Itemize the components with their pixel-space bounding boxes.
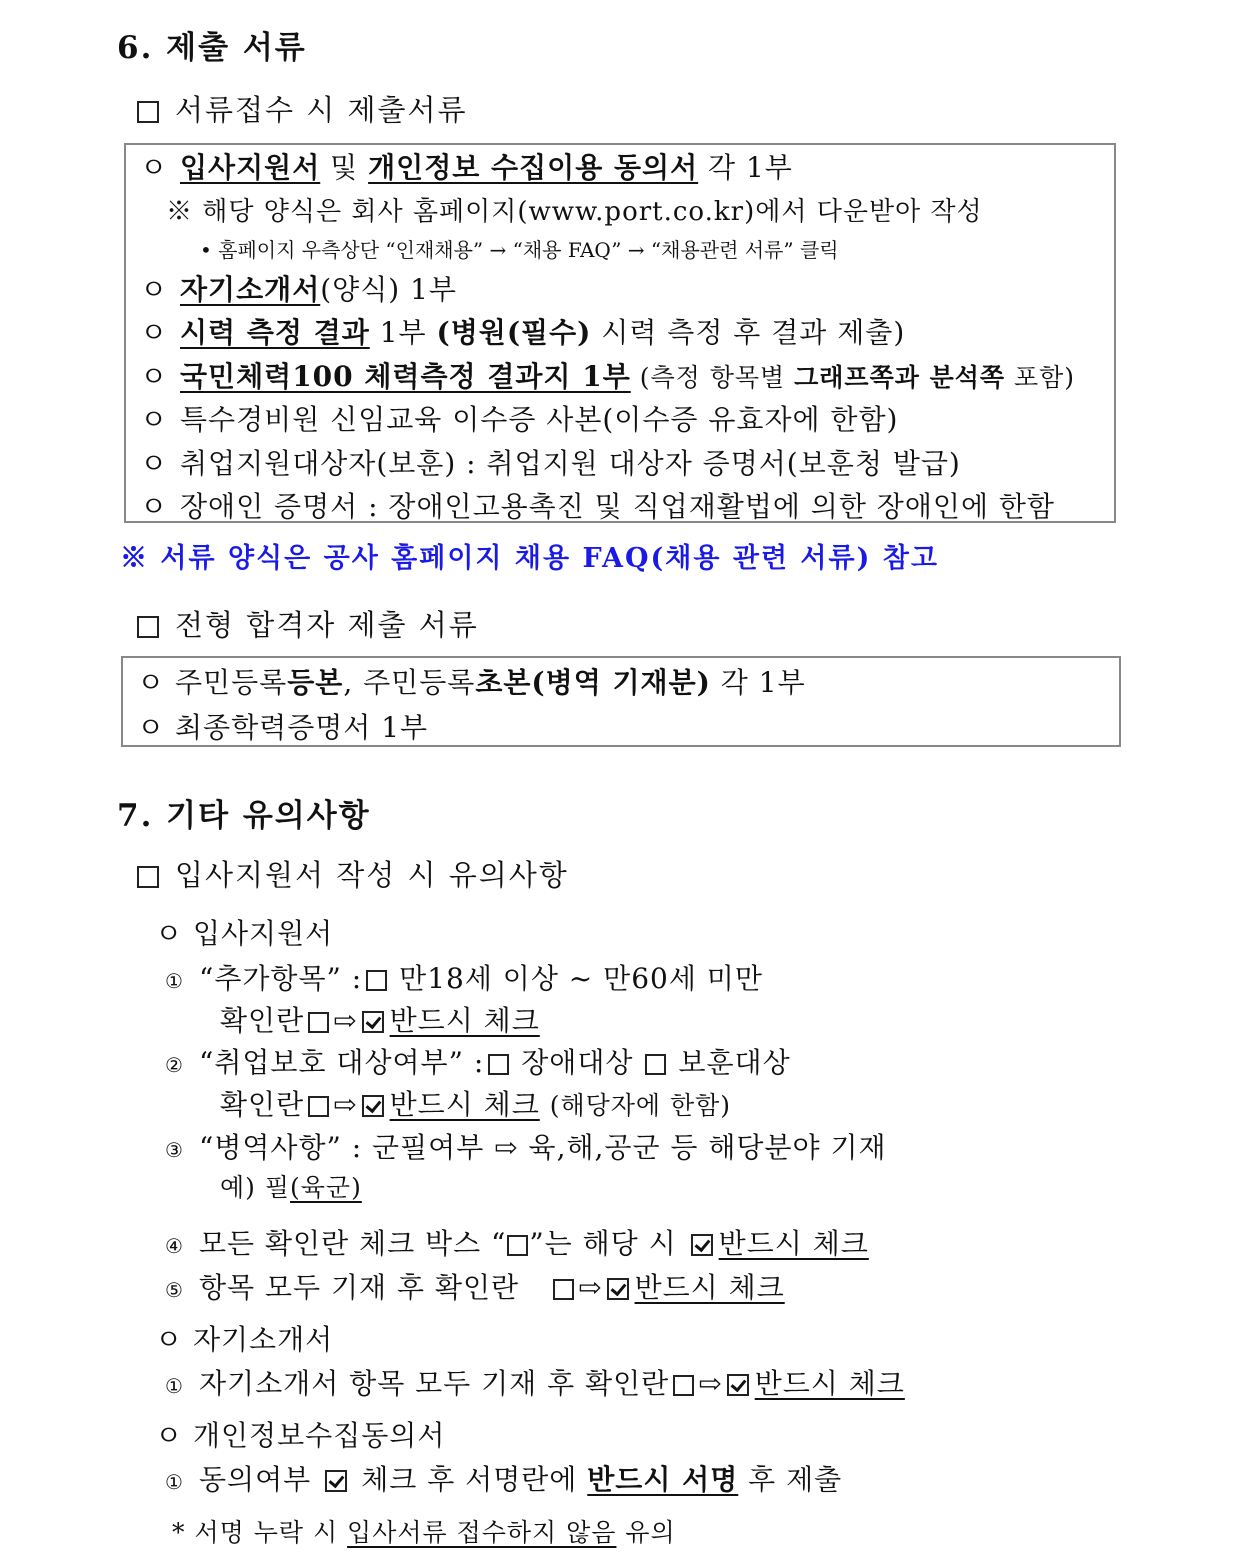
arrow-icon: ⇨ (698, 1367, 723, 1400)
text: 그래프쪽과 분석쪽 (794, 363, 1006, 392)
num: ② (165, 1053, 184, 1077)
text: 체크 후 서명란에 (361, 1463, 578, 1496)
privacy-consent: 개인정보 수집이용 동의서 (368, 151, 699, 184)
text: , 주민등록 (343, 666, 476, 699)
square-icon (488, 1054, 509, 1075)
square-icon (137, 101, 159, 123)
arrow-icon: ⇨ (494, 1131, 519, 1164)
num: ⑤ (165, 1278, 184, 1302)
bullet: ㅇ (140, 447, 169, 480)
text: 등본 (287, 666, 344, 699)
text: “추가항목” : (199, 962, 363, 995)
arrow-icon: ⇨ (333, 1088, 358, 1121)
text: 취업지원대상자(보훈) : 취업지원 대상자 증명서(보훈청 발급) (180, 447, 961, 480)
checked-box-icon (727, 1374, 749, 1396)
doc-item-5 (140, 398, 898, 438)
square-icon (507, 1235, 528, 1256)
bullet: ㅇ (140, 273, 169, 306)
self-intro-heading: ㅇ 자기소개서 (155, 1323, 334, 1356)
text: 반드시 체크 (718, 1227, 869, 1260)
text: “취업보호 대상여부” : (199, 1046, 485, 1079)
bullet: ㅇ (137, 711, 166, 744)
text: 예) 필 (220, 1173, 291, 1202)
text: 확인란 (220, 1088, 305, 1121)
square-icon (553, 1279, 574, 1300)
doc-item-1-subnote: • 홈페이지 우측상단 “인재채용” → “채용 FAQ” → “채용관련 서류” 클릭 (200, 238, 839, 262)
application-form: 입사지원서 (180, 151, 321, 184)
square-icon (673, 1375, 694, 1396)
text: 만18세 이상 ~ 만60세 미만 (399, 962, 763, 995)
section6-title: 6. 제출 서류 (117, 30, 307, 66)
fitness-result: 국민체력100 체력측정 결과지 1부 (180, 360, 631, 393)
checked-box-icon (362, 1011, 384, 1033)
signature-warning (172, 1513, 676, 1549)
intro-rule-1 (165, 1362, 905, 1402)
text: 육,해,공군 등 해당분야 기재 (528, 1131, 887, 1164)
doc-item-2 (140, 268, 457, 308)
text: 1부 (369, 316, 437, 349)
text: 초본(병역 기재분) (475, 666, 711, 699)
text: 특수경비원 신임교육 이수증 사본(이수증 유효자에 한함) (180, 403, 899, 436)
text: 반드시 체크 (389, 1088, 540, 1121)
num: ① (165, 1374, 184, 1398)
section6-group2-heading (137, 603, 479, 644)
text: 반드시 서명 (587, 1463, 739, 1496)
square-icon (308, 1012, 329, 1033)
num: ③ (165, 1138, 184, 1162)
group2-label: 전형 합격자 제출 서류 (175, 608, 479, 642)
text: 확인란 (220, 1004, 305, 1037)
doc-item-4 (140, 355, 1075, 395)
bullet: ㅇ (137, 666, 166, 699)
text: 장애인 증명서 : 장애인고용촉진 및 직업재활법에 의한 장애인에 한함 (180, 490, 1055, 523)
text: (양식) 1부 (320, 273, 457, 306)
text: 입사서류 접수하지 않음 (347, 1518, 617, 1547)
privacy-rule-1 (165, 1458, 842, 1498)
bullet: ㅇ (140, 316, 169, 349)
text: 각 1부 (698, 151, 793, 184)
vision-test: 시력 측정 결과 (180, 316, 370, 349)
arrow-icon: ⇨ (333, 1004, 358, 1037)
forms-reference-note: ※ 서류 양식은 공사 홈페이지 채용 FAQ(채용 관련 서류) 참고 (120, 543, 939, 574)
text: 항목 모두 기재 후 확인란 (199, 1271, 520, 1304)
doc-item-6 (140, 442, 961, 482)
final-doc-item-1 (137, 661, 806, 701)
text: 주민등록 (175, 666, 288, 699)
text: 시력 측정 후 결과 제출) (591, 316, 906, 349)
checked-box-icon (362, 1095, 384, 1117)
text: 자기소개서 항목 모두 기재 후 확인란 (199, 1367, 670, 1400)
square-icon (645, 1054, 666, 1075)
text: 보훈대상 (678, 1046, 791, 1079)
section6-group1-heading (137, 88, 468, 129)
text: 유의 (625, 1518, 676, 1547)
text: 반드시 체크 (754, 1367, 905, 1400)
app-rule-2b (220, 1083, 731, 1123)
section7-group1-heading (137, 853, 569, 894)
text: 후 제출 (748, 1463, 843, 1496)
text: 최종학력증명서 1부 (175, 711, 429, 744)
text: (육군) (290, 1173, 362, 1202)
num: ④ (165, 1234, 184, 1258)
text: 포함) (1005, 363, 1076, 392)
checked-box-icon (325, 1470, 347, 1492)
bullet: ㅇ (140, 360, 169, 393)
text: 각 1부 (710, 666, 806, 699)
text: (측정 항목별 (630, 363, 795, 392)
square-icon (308, 1096, 329, 1117)
app-rule-3b (220, 1168, 362, 1204)
text: (해당자에 한함) (549, 1091, 732, 1120)
group1-label: 서류접수 시 제출서류 (175, 93, 468, 127)
square-icon (137, 866, 159, 888)
doc-item-1 (140, 146, 793, 186)
section7-title: 7. 기타 유의사항 (117, 798, 371, 834)
text: 장애대상 (521, 1046, 634, 1079)
application-heading: ㅇ 입사지원서 (155, 917, 334, 950)
app-rule-1 (165, 957, 763, 997)
num: ① (165, 1470, 184, 1494)
doc-item-7 (140, 485, 1055, 525)
bullet: ㅇ (140, 151, 169, 184)
text: (병원(필수) (436, 316, 592, 349)
privacy-heading: ㅇ 개인정보수집동의서 (155, 1419, 446, 1452)
text: ”는 해당 시 (529, 1227, 677, 1260)
text: 반드시 체크 (389, 1004, 540, 1037)
text: 및 (320, 151, 369, 184)
doc-item-1-note: ※ 해당 양식은 회사 홈페이지(www.port.co.kr)에서 다운받아 작성 (166, 197, 983, 227)
text: “병역사항” : 군필여부 (199, 1131, 485, 1164)
app-rule-3 (165, 1126, 887, 1166)
doc-item-3 (140, 311, 905, 351)
checked-box-icon (607, 1278, 629, 1300)
final-doc-item-2 (137, 706, 428, 746)
text: * 서명 누락 시 (172, 1518, 339, 1547)
checked-box-icon (691, 1234, 713, 1256)
app-rule-1b (220, 999, 540, 1039)
text: 모든 확인란 체크 박스 “ (199, 1227, 507, 1260)
arrow-icon: ⇨ (578, 1271, 603, 1304)
app-rule-4 (165, 1222, 869, 1262)
text: 반드시 체크 (634, 1271, 785, 1304)
text: 동의여부 (199, 1463, 312, 1496)
group-label: 입사지원서 작성 시 유의사항 (175, 858, 569, 892)
num: ① (165, 969, 184, 993)
app-rule-2 (165, 1041, 791, 1081)
bullet: ㅇ (140, 490, 169, 523)
square-icon (137, 616, 159, 638)
square-icon (366, 970, 387, 991)
app-rule-5 (165, 1266, 785, 1306)
self-intro: 자기소개서 (180, 273, 321, 306)
bullet: ㅇ (140, 403, 169, 436)
